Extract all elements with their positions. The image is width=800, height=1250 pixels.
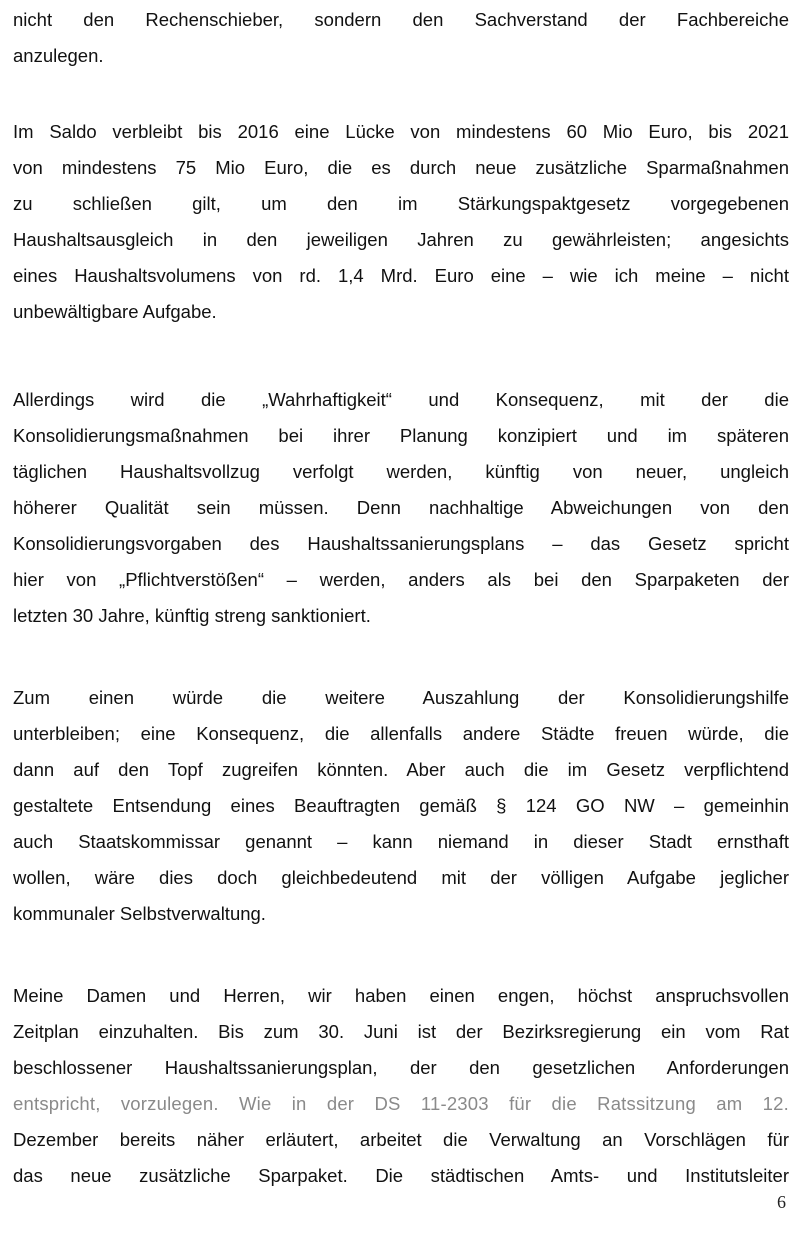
text-line: Konsolidierungsvorgaben des Haushaltssanierungsplans – das Gesetz spricht [13, 533, 789, 554]
text-line: Zeitplan einzuhalten. Bis zum 30. Juni ist der Bezirksregierung ein vom Rat [13, 1021, 789, 1042]
text-line: von mindestens 75 Mio Euro, die es durch neue zusätzliche Sparmaßnahmen [13, 157, 789, 178]
paragraph-1 [13, 2, 789, 74]
text-line: unterbleiben; eine Konsequenz, die allenfalls andere Städte freuen würde, die [13, 723, 789, 744]
text-line: nicht den Rechenschieber, sondern den Sachverstand der Fachbereiche [13, 9, 789, 30]
text-line: eines Haushaltsvolumens von rd. 1,4 Mrd. Euro eine – wie ich meine – nicht [13, 265, 789, 286]
text-line: entspricht, vorzulegen. Wie in der DS 11-2303 für die Ratssitzung am 12. [13, 1093, 789, 1114]
text-line: Haushaltsausgleich in den jeweiligen Jahren zu gewährleisten; angesichts [13, 229, 789, 250]
paragraph-3 [13, 382, 789, 634]
paragraph-5 [13, 978, 789, 1194]
text-line: höherer Qualität sein müssen. Denn nachhaltige Abweichungen von den [13, 497, 789, 518]
text-line: kommunaler Selbstverwaltung. [13, 903, 266, 924]
text-line: beschlossener Haushaltssanierungsplan, der den gesetzlichen Anforderungen [13, 1057, 789, 1078]
text-line: gestaltete Entsendung eines Beauftragten gemäß § 124 GO NW – gemeinhin [13, 795, 789, 816]
text-line: hier von „Pflichtverstößen“ – werden, anders als bei den Sparpaketen der [13, 569, 789, 590]
text-line: wollen, wäre dies doch gleichbedeutend mit der völligen Aufgabe jeglicher [13, 867, 789, 888]
text-line: Allerdings wird die „Wahrhaftigkeit“ und Konsequenz, mit der die [13, 389, 789, 410]
text-line: unbewältigbare Aufgabe. [13, 301, 217, 322]
text-line: auch Staatskommissar genannt – kann niemand in dieser Stadt ernsthaft [13, 831, 789, 852]
text-line: Zum einen würde die weitere Auszahlung der Konsolidierungshilfe [13, 687, 789, 708]
paragraph-4 [13, 680, 789, 932]
page-number: 6 [777, 1192, 786, 1212]
text-line: Dezember bereits näher erläutert, arbeitet die Verwaltung an Vorschlägen für [13, 1129, 789, 1150]
paragraph-2 [13, 114, 789, 330]
text-line: Konsolidierungsmaßnahmen bei ihrer Planung konzipiert und im späteren [13, 425, 789, 446]
text-line: das neue zusätzliche Sparpaket. Die städtischen Amts- und Institutsleiter [13, 1165, 789, 1186]
text-line: zu schließen gilt, um den im Stärkungspaktgesetz vorgegebenen [13, 193, 789, 214]
text-line: anzulegen. [13, 45, 104, 66]
text-line: Meine Damen und Herren, wir haben einen engen, höchst anspruchsvollen [13, 985, 789, 1006]
text-line: täglichen Haushaltsvollzug verfolgt werden, künftig von neuer, ungleich [13, 461, 789, 482]
text-line: letzten 30 Jahre, künftig streng sanktioniert. [13, 605, 371, 626]
text-line: Im Saldo verbleibt bis 2016 eine Lücke von mindestens 60 Mio Euro, bis 2021 [13, 121, 789, 142]
text-line: dann auf den Topf zugreifen könnten. Aber auch die im Gesetz verpflichtend [13, 759, 789, 780]
